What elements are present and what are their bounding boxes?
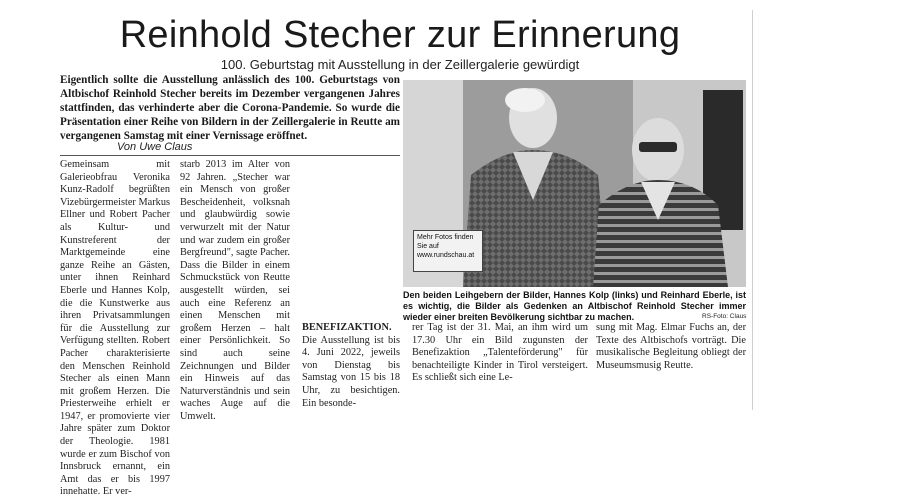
article-subheadline: 100. Geburtstag mit Ausstellung in der Zeillergalerie gewürdigt (220, 57, 580, 72)
body-text-1: Gemeinsam mit Galerieobfrau Veronika Kunz-Radolf begrüßten Vizebürgermeister Markus Ellner und Robert Pacher als Kultur- und Kunstreferent der Marktgemeinde eine ganze Reihe an Gästen, unter ihnen Reinhard Eberle und Hannes Kolp, die die Kunstwerke aus ihren Privatsammlungen für die Ausstellung zur Verfügung stellten. Robert Pacher charakterisierte den Menschen Reinhold Stecher als einen Mann mit großem Herzen. Die Priesterweihe erhielt er 1947, er promovierte vier Jahre später zum Doktor der Theologie. 1981 wurde er zum Bischof von Innsbruck ernannt, ein Amt das er bis 1997 innehatte. Er ver- (60, 159, 170, 498)
photo-credit: RS-Foto: Claus (702, 313, 747, 320)
body-text-5: sung mit Mag. Elmar Fuchs an, der Texte des Altbischofs vorträgt. Die musikalische Begleitung obliegt der Museumsmusig Reutte. (596, 322, 746, 371)
body-text-2: starb 2013 im Alter von 92 Jahren. „Stecher war ein Mensch von großer Bescheidenheit, volksnah und glaubwürdig sowie verwurzelt mit der Natur und war zudem ein großer Bergfreund", sagte Pacher. Dass die Bilder in einem Schmuckstück von Reutte ausgestellt würden, sei auch eine Referenz an einen Menschen mit großem Herzen – halt einer Persönlichkeit. So sind auch seine Zeichnungen und Bilder ein Hinweis auf das Naturverständnis und sein waches Auge auf die Umwelt. (180, 159, 290, 422)
article-lead: Eigentlich sollte die Ausstellung anlässlich des 100. Geburtstags von Altbischof Reinhold Stecher bereits im Dezember vergangenen Jahres stattfinden, das verhinderte aber die Corona-Pandemie. So wurde die Präsentation einer Reihe von Bildern in der Zeillergalerie in Reutte am vergangenen Samstag mit einer Vernissage eröffnet. (60, 74, 400, 142)
section-heading: BENEFIZAKTION. (302, 322, 392, 333)
photo-credit-wrap (403, 278, 746, 288)
body-text-3-content: Die Ausstellung ist bis 4. Juni 2022, jeweils von Dienstag bis Samstag von 15 bis 18 Uhr, zu besichtigen. Ein besonde- (302, 334, 400, 409)
page-edge-line (752, 10, 753, 410)
body-column-4 (412, 322, 588, 385)
body-text-3 (302, 322, 400, 410)
author-divider (60, 155, 400, 156)
article-author: Von Uwe Claus (117, 141, 193, 153)
body-text-4: rer Tag ist der 31. Mai, an ihm wird um 17.30 Uhr ein Bild zugunsten der Benefizaktion „Talenteförderung" für benachteiligte Kinder in Tirol versteigert. Es schließt sich eine Le- (412, 322, 588, 384)
photo-caption-text: Den beiden Leihgebern der Bilder, Hannes Kolp (links) und Reinhard Eberle, ist es wichtig, die Bilder als Gedenken an Altbischof Reinhold Stecher immer wieder einer breiten Bevölkerung sichtbar zu machen. (403, 290, 746, 322)
more-photos-badge: Mehr Fotos finden Sie auf www.rundschau.at (413, 230, 483, 272)
article-headline: Reinhold Stecher zur Erinnerung (119, 14, 681, 56)
body-column-1 (60, 159, 170, 499)
body-column-5 (596, 322, 746, 372)
article-photo (403, 80, 746, 287)
body-column-3 (302, 322, 400, 410)
body-column-2 (180, 159, 290, 423)
photo-caption (403, 290, 746, 323)
